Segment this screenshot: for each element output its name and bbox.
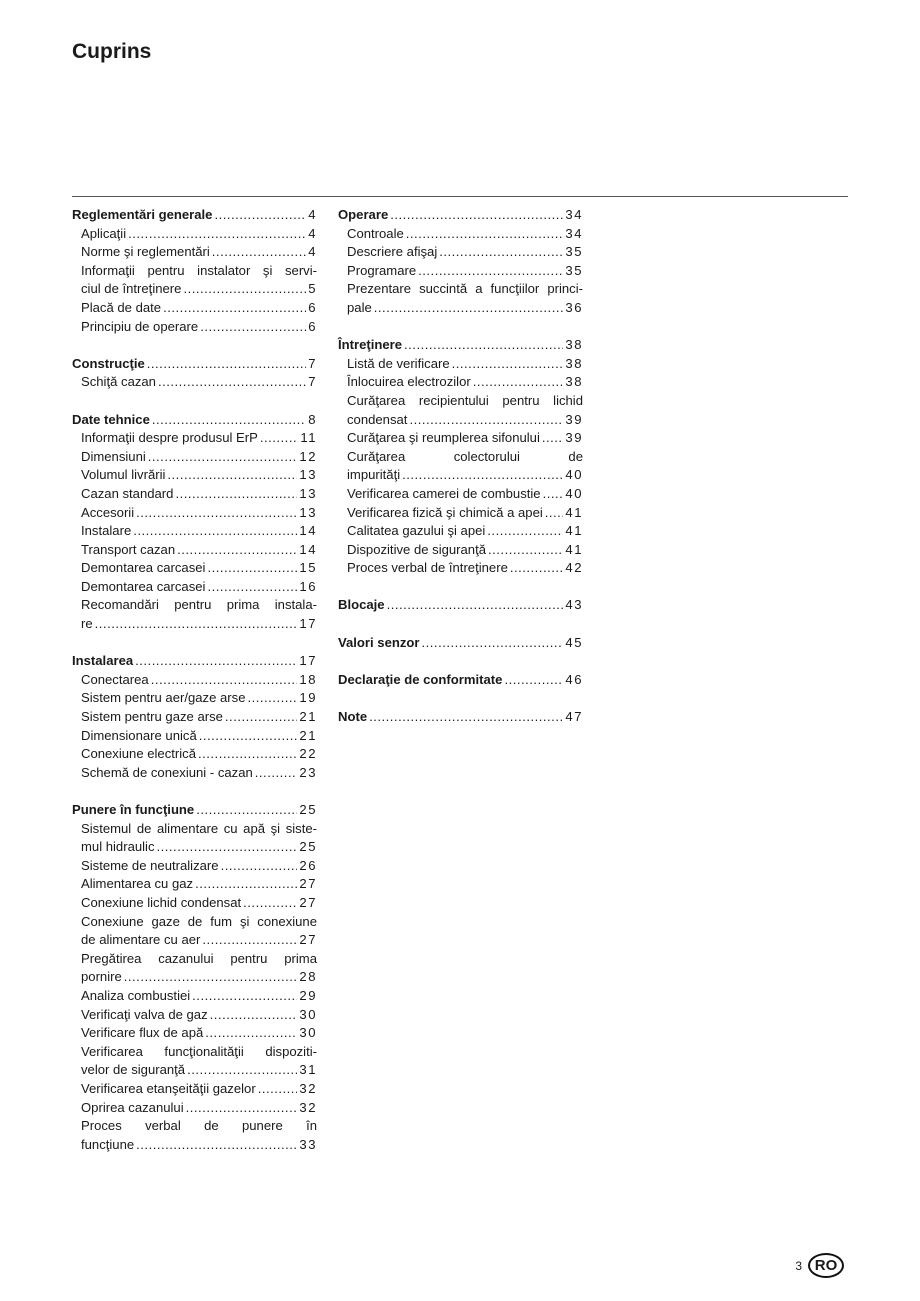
toc-leader-dots: [255, 764, 298, 783]
toc-entry[interactable]: [72, 429, 317, 448]
toc-leader-dots: [258, 1080, 298, 1099]
toc-page-number: 40: [565, 467, 583, 483]
toc-leader-dots: [175, 485, 297, 504]
toc-page-number: 25: [299, 802, 317, 817]
toc-entry-title: Sistem pentru gaze arse: [81, 709, 223, 725]
toc-entry-title: Punere în funcţiune: [72, 802, 195, 817]
toc-page-number: 25: [299, 839, 317, 855]
toc-entry[interactable]: [72, 448, 317, 467]
toc-entry[interactable]: [72, 373, 317, 392]
toc-leader-dots: [225, 708, 298, 727]
toc-leader-dots: [212, 243, 306, 262]
toc-entry[interactable]: [338, 429, 583, 448]
toc-leader-dots: [196, 801, 297, 820]
toc-page-number: 7: [308, 355, 317, 371]
toc-entry-continued: Verificarea funcţionalităţii dispoziti-: [81, 1043, 317, 1059]
toc-leader-dots: [260, 429, 299, 448]
toc-entry-title: Sistem pentru aer/gaze arse: [81, 690, 246, 706]
toc-entry-title: Schemă de conexiuni - cazan: [81, 764, 253, 780]
toc-entry-title: mul hidraulic: [81, 839, 155, 855]
toc-page-number: 14: [299, 541, 317, 557]
toc-page-number: 21: [299, 709, 317, 725]
toc-entry[interactable]: [338, 541, 583, 560]
toc-entry-continued: Informaţii pentru instalator şi servi-: [81, 262, 317, 278]
toc-entry-title: Demontarea carcasei: [81, 560, 206, 576]
toc-leader-dots: [183, 280, 306, 299]
toc-entry[interactable]: [72, 1099, 317, 1118]
toc-page-number: 13: [299, 467, 317, 483]
toc-page-number: 8: [308, 411, 317, 427]
toc-leader-dots: [402, 466, 563, 485]
toc-leader-dots: [221, 857, 298, 876]
toc-page-number: 13: [299, 504, 317, 520]
toc-entry[interactable]: [338, 262, 583, 281]
toc-entry-title: Dispozitive de siguranţă: [347, 541, 487, 557]
page-number: 3: [795, 1258, 802, 1273]
toc-page-number: 30: [299, 1025, 317, 1041]
toc-leader-dots: [147, 355, 306, 374]
toc-entry-title: Verificarea etanşeităţii gazelor: [81, 1080, 256, 1096]
toc-entry[interactable]: [72, 857, 317, 876]
toc-page-number: 43: [565, 597, 583, 613]
toc-page-number: 16: [299, 578, 317, 594]
toc-page-number: 38: [565, 374, 583, 390]
toc-entry-title: Instalarea: [72, 653, 134, 669]
toc-entry-title: Analiza combustiei: [81, 987, 191, 1003]
toc-entry-continued: Proces verbal de punere în: [81, 1118, 317, 1134]
toc-page-number: 6: [308, 299, 317, 315]
toc-entry[interactable]: [72, 615, 317, 634]
page-title: Cuprins: [72, 40, 152, 63]
toc-entry-title: Verificarea camerei de combustie: [347, 485, 541, 501]
toc-entry-title: pornire: [81, 969, 122, 985]
toc-leader-dots: [404, 336, 563, 355]
toc-entry-continued: Pregătirea cazanului pentru prima: [81, 950, 317, 966]
toc-page-number: 33: [299, 1136, 317, 1152]
toc-leader-dots: [452, 355, 564, 374]
toc-leader-dots: [207, 559, 297, 578]
toc-page-number: 38: [565, 337, 583, 353]
toc-page-number: 7: [308, 374, 317, 390]
toc-leader-dots: [195, 875, 297, 894]
toc-entry-continued: Prezentare succintă a funcţiilor princi-: [347, 281, 583, 297]
toc-entry[interactable]: [72, 968, 317, 987]
toc-section: [338, 634, 583, 653]
toc-entry-title: Proces verbal de întreţinere: [347, 560, 508, 576]
toc-entry-title: Dimensiuni: [81, 448, 146, 464]
toc-entry-title: pale: [347, 299, 372, 315]
toc-section: [338, 671, 583, 690]
toc-entry-title: Întreţinere: [338, 337, 403, 353]
toc-page-number: 17: [299, 616, 317, 632]
toc-entry[interactable]: [72, 838, 317, 857]
toc-entry[interactable]: [72, 559, 317, 578]
toc-page-number: 47: [565, 709, 583, 725]
toc-entry-title: Programare: [347, 262, 417, 278]
toc-section: [338, 708, 583, 727]
toc-section-heading[interactable]: [72, 801, 317, 820]
toc-leader-dots: [151, 671, 298, 690]
toc-entry[interactable]: [338, 225, 583, 244]
toc-entry-title: Schiţă cazan: [81, 374, 156, 390]
toc-entry-title: Principiu de operare: [81, 318, 199, 334]
toc-page-number: 23: [299, 764, 317, 780]
toc-entry[interactable]: [338, 522, 583, 541]
toc-entry-continued: Recomandări pentru prima instala-: [81, 597, 317, 613]
toc-entry[interactable]: [72, 1136, 317, 1155]
toc-entry[interactable]: [338, 243, 583, 262]
toc-entry-continued: Curăţarea colectorului de: [347, 448, 583, 464]
toc-section-heading[interactable]: [72, 652, 317, 671]
toc-page-number: 29: [299, 987, 317, 1003]
toc-entry-title: Note: [338, 709, 368, 725]
toc-entry-title: Volumul livrării: [81, 467, 166, 483]
toc-entry-title: Informaţii despre produsul ErP: [81, 430, 258, 446]
toc-page-number: 41: [565, 541, 583, 557]
toc-section: [72, 411, 317, 634]
toc-leader-dots: [369, 708, 563, 727]
toc-entry[interactable]: [72, 318, 317, 337]
toc-section-heading[interactable]: [338, 634, 583, 653]
toc-section-heading[interactable]: [338, 708, 583, 727]
divider: [72, 196, 848, 197]
toc-leader-dots: [439, 243, 563, 262]
toc-entry-title: Norme şi reglementări: [81, 244, 210, 260]
toc-entry[interactable]: [72, 578, 317, 597]
toc-page-number: 26: [299, 857, 317, 873]
toc-entry-title: Reglementări generale: [72, 207, 213, 222]
toc-page-number: 32: [299, 1080, 317, 1096]
toc-page-number: 41: [565, 504, 583, 520]
toc-leader-dots: [200, 318, 306, 337]
toc-section-heading[interactable]: [72, 411, 317, 430]
toc-leader-dots: [487, 522, 563, 541]
toc-leader-dots: [387, 596, 564, 615]
toc-entry-title: Oprirea cazanului: [81, 1099, 184, 1115]
toc-entry-continued: Sistemul de alimentare cu apă şi siste-: [81, 820, 317, 836]
toc-leader-dots: [247, 689, 297, 708]
toc-page-number: 27: [299, 894, 317, 910]
toc-page-number: 45: [565, 634, 583, 650]
toc-entry-title: Conexiune lichid condensat: [81, 894, 242, 910]
toc-entry-title: Instalare: [81, 523, 132, 539]
toc-entry-title: Aplicaţii: [81, 225, 127, 241]
toc-section: [338, 336, 583, 578]
toc-page-number: 38: [565, 355, 583, 371]
toc-page-number: 4: [308, 207, 317, 222]
toc-entry[interactable]: [338, 299, 583, 318]
toc-section: [72, 355, 317, 392]
toc-entry-title: Listă de verificare: [347, 355, 450, 371]
toc-section-heading[interactable]: [72, 206, 317, 225]
toc-leader-dots: [510, 559, 564, 578]
toc-leader-dots: [152, 411, 306, 430]
toc-leader-dots: [158, 373, 306, 392]
toc-entry[interactable]: [72, 299, 317, 318]
toc-section-heading[interactable]: [338, 671, 583, 690]
toc-entry[interactable]: [72, 1024, 317, 1043]
toc-entry-title: Verificarea fizică şi chimică a apei: [347, 504, 543, 520]
toc-entry-title: Transport cazan: [81, 541, 176, 557]
toc-entry-title: Construcţie: [72, 355, 145, 371]
toc-entry[interactable]: [72, 280, 317, 299]
toc-entry-title: re: [81, 616, 93, 632]
toc-page-number: 19: [299, 690, 317, 706]
toc-page-number: 35: [565, 262, 583, 278]
toc-entry[interactable]: [72, 485, 317, 504]
toc-leader-dots: [202, 931, 297, 950]
toc-leader-dots: [187, 1061, 297, 1080]
toc-entry[interactable]: [72, 931, 317, 950]
toc-leader-dots: [124, 968, 298, 987]
toc-entry[interactable]: [72, 671, 317, 690]
toc-page-number: 6: [308, 318, 317, 334]
toc-entry[interactable]: [338, 504, 583, 523]
toc-entry[interactable]: [72, 504, 317, 523]
toc-entry[interactable]: [72, 541, 317, 560]
toc-entry[interactable]: [72, 1080, 317, 1099]
toc-page-number: 30: [299, 1006, 317, 1022]
toc-entry-title: Conectarea: [81, 671, 149, 687]
toc-page-number: 5: [308, 281, 317, 297]
toc-entry-title: Accesorii: [81, 504, 135, 520]
toc-entry[interactable]: [72, 243, 317, 262]
toc-entry-title: Operare: [338, 207, 389, 222]
toc-page-number: 32: [299, 1099, 317, 1115]
toc-leader-dots: [133, 522, 297, 541]
toc-leader-dots: [406, 225, 564, 244]
toc-page-number: 12: [299, 448, 317, 464]
toc-entry-title: Descriere afişaj: [347, 244, 438, 260]
language-badge: RO: [808, 1253, 844, 1278]
toc-entry[interactable]: [72, 466, 317, 485]
toc-page-number: 39: [565, 430, 583, 446]
toc-entry[interactable]: [72, 522, 317, 541]
toc-entry[interactable]: [338, 411, 583, 430]
toc-leader-dots: [167, 466, 297, 485]
toc-section-heading[interactable]: [338, 596, 583, 615]
toc-page-number: 14: [299, 523, 317, 539]
toc-leader-dots: [243, 894, 297, 913]
toc-entry[interactable]: [72, 875, 317, 894]
toc-page-number: 13: [299, 485, 317, 501]
toc-page-number: 34: [565, 207, 583, 222]
toc-leader-dots: [135, 652, 297, 671]
toc-leader-dots: [422, 634, 564, 653]
toc-leader-dots: [545, 504, 564, 523]
toc-leader-dots: [136, 1136, 297, 1155]
toc-entry[interactable]: [338, 485, 583, 504]
toc-leader-dots: [186, 1099, 298, 1118]
toc-leader-dots: [157, 838, 298, 857]
toc-entry[interactable]: [338, 355, 583, 374]
toc-page-number: 17: [299, 653, 317, 669]
toc-entry-continued: Conexiune gaze de fum şi conexiune: [81, 913, 317, 929]
toc-entry-title: Alimentarea cu gaz: [81, 876, 194, 892]
toc-entry-title: Valori senzor: [338, 634, 420, 650]
toc-page-number: 21: [299, 727, 317, 743]
toc-leader-dots: [409, 411, 563, 430]
toc-entry-title: de alimentare cu aer: [81, 932, 201, 948]
toc-page-number: 31: [299, 1062, 317, 1078]
toc-entry-title: Controale: [347, 225, 404, 241]
toc-section-heading[interactable]: [72, 355, 317, 374]
toc-leader-dots: [210, 1006, 298, 1025]
toc-leader-dots: [214, 206, 306, 225]
toc-leader-dots: [192, 987, 297, 1006]
toc-entry-title: Blocaje: [338, 597, 385, 613]
toc-entry-title: Date tehnice: [72, 411, 150, 427]
toc-leader-dots: [418, 262, 563, 281]
toc-entry-title: Placă de date: [81, 299, 162, 315]
toc-leader-dots: [177, 541, 297, 560]
toc-section: [72, 801, 317, 1154]
toc-entry-title: velor de siguranţă: [81, 1062, 186, 1078]
toc-page-number: 35: [565, 244, 583, 260]
toc-entry[interactable]: [72, 987, 317, 1006]
toc-entry-continued: Curăţarea recipientului pentru lichid: [347, 392, 583, 408]
toc-entry-title: Declaraţie de conformitate: [338, 671, 503, 687]
toc-page-number: 11: [300, 430, 317, 446]
toc-entry-title: Conexiune electrică: [81, 746, 196, 762]
toc-leader-dots: [542, 429, 564, 448]
toc-section-heading[interactable]: [338, 336, 583, 355]
toc-leader-dots: [148, 448, 298, 467]
toc-page-number: 15: [299, 560, 317, 576]
toc-entry[interactable]: [72, 1006, 317, 1025]
toc-page-number: 27: [299, 876, 317, 892]
toc-entry[interactable]: [72, 225, 317, 244]
toc-entry-title: Verificare flux de apă: [81, 1025, 204, 1041]
toc-leader-dots: [199, 727, 298, 746]
toc-entry-title: ciul de întreţinere: [81, 281, 182, 297]
toc-leader-dots: [488, 541, 563, 560]
toc-leader-dots: [374, 299, 564, 318]
toc-page-number: 36: [565, 299, 583, 315]
toc-section: [338, 596, 583, 615]
toc-leader-dots: [390, 206, 563, 225]
toc-page-number: 46: [565, 671, 583, 687]
toc-entry-title: Sisteme de neutralizare: [81, 857, 219, 873]
toc-entry[interactable]: [72, 689, 317, 708]
toc-entry[interactable]: [72, 764, 317, 783]
toc-entry[interactable]: [338, 373, 583, 392]
toc-page-number: 22: [299, 746, 317, 762]
toc-page-number: 28: [299, 969, 317, 985]
toc-entry[interactable]: [72, 745, 317, 764]
toc-entry[interactable]: [72, 727, 317, 746]
toc-leader-dots: [504, 671, 563, 690]
toc-entry-title: Curăţarea şi reumplerea sifonului: [347, 430, 540, 446]
toc-page-number: 40: [565, 485, 583, 501]
toc-page-number: 4: [308, 244, 317, 260]
toc-entry-title: Dimensionare unică: [81, 727, 197, 743]
toc-leader-dots: [136, 504, 297, 523]
toc-entry[interactable]: [72, 1061, 317, 1080]
toc-entry[interactable]: [72, 708, 317, 727]
toc-section: [72, 652, 317, 782]
toc-entry-title: Demontarea carcasei: [81, 578, 206, 594]
toc-page-number: 27: [299, 932, 317, 948]
toc-page-number: 34: [565, 225, 583, 241]
toc-page-number: 18: [299, 671, 317, 687]
toc-section-heading[interactable]: [338, 206, 583, 225]
toc-entry-title: Verificaţi valva de gaz: [81, 1006, 208, 1022]
toc-entry-title: condensat: [347, 411, 408, 427]
toc-entry[interactable]: [338, 559, 583, 578]
toc-section: [338, 206, 583, 318]
toc-section: [72, 206, 317, 336]
toc-page-number: 4: [308, 225, 317, 241]
toc-entry[interactable]: [72, 894, 317, 913]
toc-entry-title: impurităţi: [347, 467, 401, 483]
toc-page-number: 42: [565, 560, 583, 576]
toc-right-column: [338, 206, 583, 745]
toc-entry-title: Cazan standard: [81, 485, 174, 501]
toc-leader-dots: [128, 225, 306, 244]
toc-entry-title: Calitatea gazului şi apei: [347, 523, 486, 539]
toc-leader-dots: [95, 615, 298, 634]
toc-page-number: 41: [565, 523, 583, 539]
toc-leader-dots: [198, 745, 297, 764]
toc-leader-dots: [163, 299, 306, 318]
toc-leader-dots: [207, 578, 297, 597]
toc-entry-title: Înlocuirea electrozilor: [347, 374, 471, 390]
toc-page-number: 39: [565, 411, 583, 427]
toc-entry[interactable]: [338, 466, 583, 485]
toc-leader-dots: [205, 1024, 297, 1043]
toc-leader-dots: [473, 373, 564, 392]
toc-left-column: [72, 206, 317, 1173]
page-footer: [795, 1253, 844, 1278]
toc-entry-title: funcţiune: [81, 1136, 135, 1152]
toc-leader-dots: [543, 485, 564, 504]
